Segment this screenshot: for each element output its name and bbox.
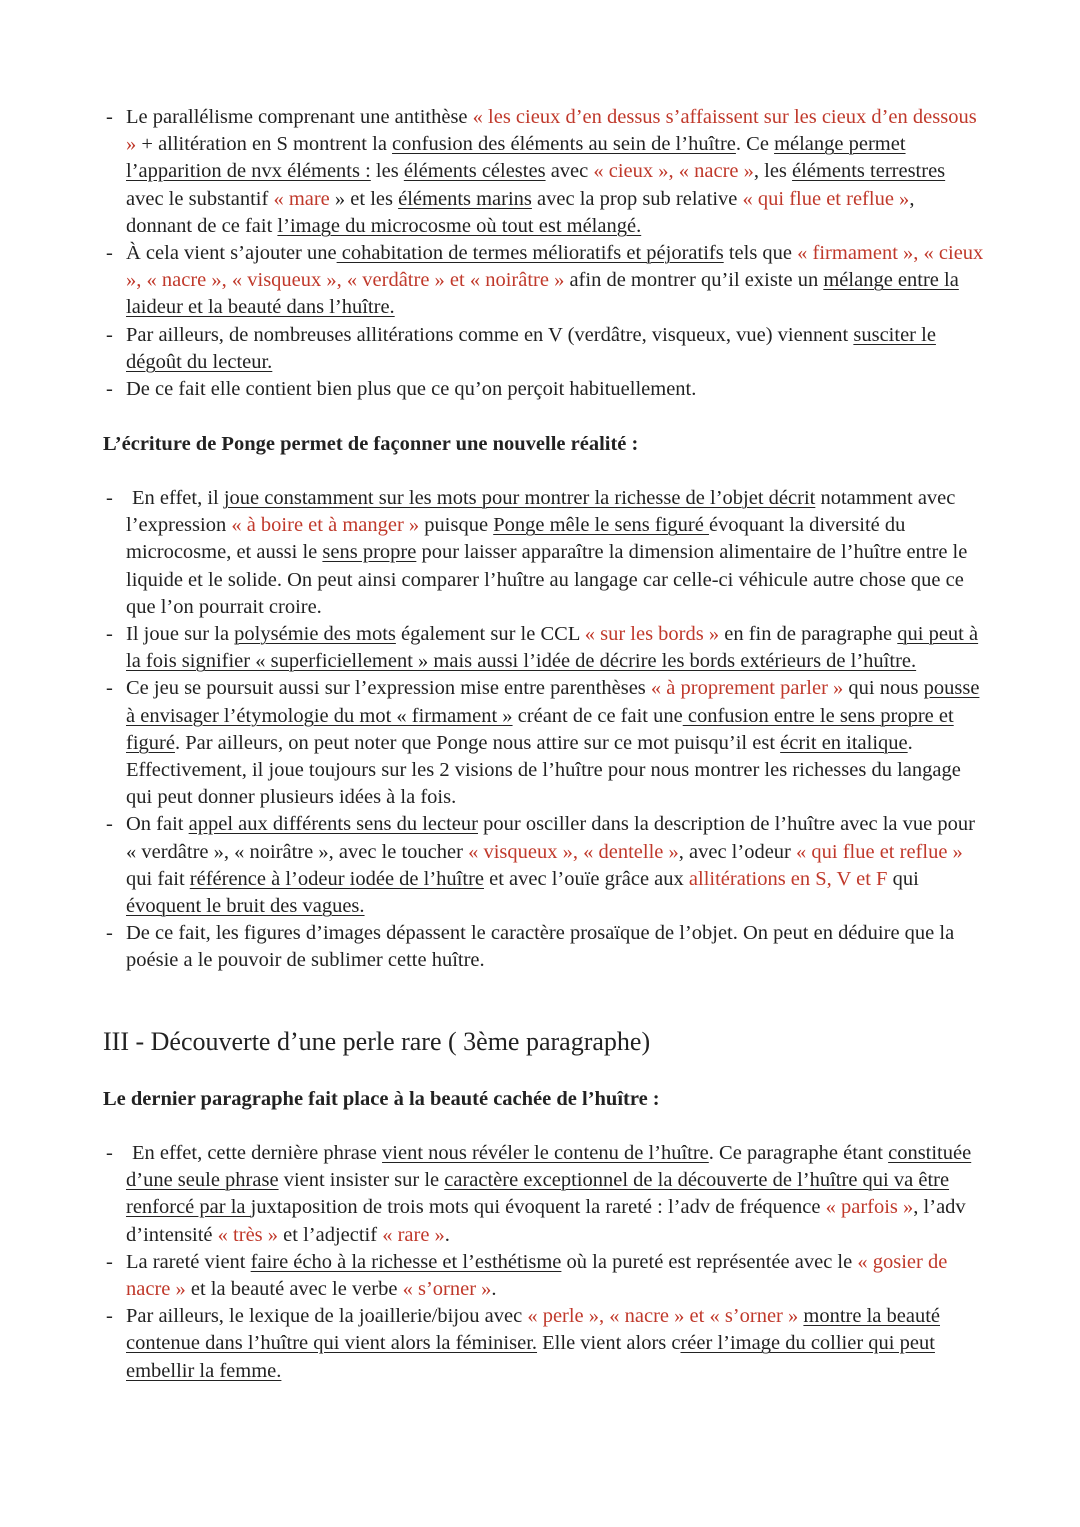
text-run: également sur le — [395, 623, 541, 646]
text-run: évoquent le bruit des vagues. — [126, 895, 365, 918]
bullet-item — [0, 1249, 1080, 1303]
text-run: l’adv d’intensité — [126, 1196, 966, 1246]
text-run: mélange entre la laideur et la beauté dans l’huître. — [126, 269, 959, 319]
text-run: . Ce — [735, 133, 775, 156]
text-run: substantif — [188, 187, 269, 210]
text-run: l’adjectif — [303, 1223, 378, 1246]
text-run: mélange permet l’apparition de nvx éléments : — [126, 133, 906, 183]
text-run: . — [491, 1278, 497, 1301]
text-run: qui nous — [843, 677, 924, 700]
bullet-item — [0, 240, 1080, 322]
text-run: l’ouïe — [551, 867, 600, 890]
text-run: . Effectivement, il joue toujours sur les 2 visions de l’huître pour nous montrer les richesses du langage qui peut donner plusieurs idées à la fois. — [126, 731, 961, 809]
text-run: l’expression — [126, 514, 227, 537]
text-run: vient insister sur le — [278, 1169, 445, 1192]
text-run: « sur les bords » — [584, 623, 720, 646]
text-run: + — [136, 133, 159, 156]
text-run: juxtaposition de trois mots qui évoquent la rareté : — [250, 1196, 668, 1219]
text-run: confusion des éléments au sein de l’huître — [392, 133, 736, 156]
text-run: « visqueux », « dentelle » — [468, 840, 679, 863]
text-run: « qui flue et reflue » — [742, 187, 910, 210]
text-run: « les cieux d’en dessus s’affaissent sur les cieux d’en dessous » — [126, 106, 977, 156]
text-run: allitération en S — [158, 133, 288, 156]
text-run: qui peut à la fois signifier « superficiellement » mais aussi l’idée de décrire les bords extérieurs de l’huître. — [126, 623, 979, 673]
text-run: « à boire et à manger » — [231, 514, 420, 537]
text-run: . Ce paragraphe étant — [708, 1142, 889, 1164]
text-run: De ce fait elle contient bien plus que ce qu’on perçoit habituellement. — [126, 378, 697, 401]
text-run: « cieux », « nacre » — [593, 160, 754, 183]
text-run: verbe — [351, 1278, 398, 1301]
text-run: Ce jeu se poursuit aussi sur l’expression mise entre parenthèses — [126, 677, 651, 700]
bullet-item — [0, 621, 1080, 675]
text-run: éléments célestes — [403, 160, 546, 183]
text-run: « s’orner » — [402, 1278, 492, 1301]
text-run: notamment avec — [815, 487, 956, 509]
text-run: qui — [887, 867, 919, 890]
text-run: « très » — [217, 1223, 279, 1246]
text-run: polysémie des mots — [234, 623, 396, 646]
text-run: constituée d’une seule phrase — [126, 1142, 972, 1192]
text-run: Par ailleurs, de nombreuses — [126, 323, 357, 346]
text-run: (verdâtre, visqueux, vue) viennent — [562, 323, 854, 346]
bullet-item — [0, 1303, 1080, 1385]
text-run: « parfois » — [825, 1196, 914, 1219]
text-run: « rare » — [382, 1223, 445, 1246]
text-run: référence à l’odeur iodée de l’huître — [189, 867, 484, 890]
bullet-item — [0, 376, 1080, 403]
text-run: montre la beauté contenue dans l’huître qui vient alors la féminiser. — [126, 1305, 940, 1355]
text-run: puisque — [419, 514, 494, 537]
text-run: faire écho à la richesse et l’esthétisme — [250, 1250, 562, 1273]
text-run: « gosier de nacre » — [126, 1250, 948, 1301]
text-run: où la pureté est représentée avec le — [561, 1250, 858, 1273]
text-run: « à proprement parler » — [650, 677, 844, 700]
text-run: les — [370, 160, 404, 183]
text-run: En effet, il — [132, 487, 224, 509]
text-run: , — [913, 1196, 924, 1219]
text-run: cohabitation de termes mélioratifs et péjoratifs — [336, 242, 724, 265]
text-run: allitérations comme en V — [356, 323, 563, 346]
text-run: montrent la — [287, 133, 393, 156]
text-run: susciter le dégoût du lecteur. — [126, 323, 936, 373]
text-run: l’image du microcosme où tout est mélangé. — [277, 214, 642, 237]
text-run: afin de montrer qu’il existe un — [564, 269, 824, 292]
bullet-list — [0, 104, 1080, 403]
bullet-list — [0, 485, 1080, 975]
text-run: vient nous révéler le contenu de l’huître — [382, 1142, 709, 1164]
bullets-section-2-end — [0, 104, 1080, 403]
text-run: prop sub relative — [599, 187, 738, 210]
bullet-item — [0, 675, 1080, 811]
bullet-item — [0, 811, 1080, 920]
bullet-item — [0, 322, 1080, 376]
text-run: Il joue sur la — [126, 623, 235, 646]
text-run: appel aux différents sens du lecteur — [188, 813, 478, 836]
text-run: » et les — [329, 187, 399, 210]
text-run: , donnant de ce fait — [126, 187, 915, 237]
text-run: grâce aux — [599, 867, 689, 890]
text-run: avec la — [531, 187, 600, 210]
text-run: En effet, cette dernière phrase — [132, 1142, 383, 1164]
text-run: « qui flue et reflue » — [796, 840, 963, 863]
text-run: pour laisser apparaître la dimension alimentaire de l’huître entre le liquide et le solide. On peut ainsi comparer l’huître au langage car celle-ci véhicule autre chose que ce que l’on pourrait croire. — [126, 541, 968, 618]
text-run: l’adv de fréquence — [667, 1196, 821, 1219]
bullet-item — [0, 104, 1080, 240]
text-run: . — [444, 1223, 450, 1246]
text-run: évoquant la diversité du microcosme, et aussi le — [126, 514, 906, 564]
bullet-item — [0, 1140, 1080, 1249]
subheading-dernier-paragraphe: Le dernier paragraphe fait place à la beauté cachée de l’huître : — [103, 1088, 660, 1110]
text-run: « perle », « nacre » et « s’orner » — [527, 1305, 799, 1328]
text-run: écrit en italique — [780, 731, 908, 754]
text-run: La rareté vient — [126, 1250, 251, 1273]
text-run: et avec — [484, 867, 552, 890]
text-run: et la beauté avec le — [185, 1278, 352, 1301]
section-title-III: III - Découverte d’une perle rare ( 3ème paragraphe) — [103, 1027, 651, 1056]
text-run: pour osciller dans la description de l’huître avec la vue pour « verdâtre », « noirâtre », avec le — [126, 813, 975, 863]
text-run: « mare — [273, 187, 330, 210]
text-run: caractère exceptionnel de la découverte de l’huître qui va être renforcé par la — [126, 1169, 950, 1219]
text-run: éléments terrestres — [792, 160, 946, 183]
text-run: Le — [126, 106, 153, 128]
text-run: et — [278, 1223, 304, 1246]
text-run: joue constamment sur les mots pour montrer la richesse de l’objet décrit — [223, 487, 816, 509]
text-run: CCL — [540, 623, 580, 646]
subheading-ecriture-ponge: L’écriture de Ponge permet de façonner une nouvelle réalité : — [103, 433, 639, 455]
text-run: De ce fait, les figures d’images dépassent le caractère prosaïque de l’objet. On peut en déduire que la poésie a le pouvoir de sublimer cette huître. — [126, 922, 955, 972]
text-run: Par ailleurs, le — [126, 1305, 249, 1328]
text-run: . Par ailleurs, on peut noter que Ponge nous attire sur ce mot puisqu’il est — [174, 731, 781, 754]
text-run: éléments marins — [398, 187, 532, 210]
text-run: avec — [545, 160, 594, 183]
text-run: créant de ce fait une — [512, 704, 683, 727]
text-run: parallélisme comprenant une antithèse — [152, 106, 468, 128]
text-run: Ponge mêle le sens figuré — [493, 514, 709, 537]
bullets-dernier-paragraphe — [0, 1140, 1080, 1385]
text-run: avec le — [126, 187, 189, 210]
text-run: , les — [753, 160, 793, 183]
text-run: Elle vient alors c — [537, 1332, 681, 1355]
text-run: À cela vient s’ajouter une — [126, 242, 337, 265]
text-run: On fait — [126, 813, 189, 836]
text-run: lexique de la joaillerie/bijou — [248, 1305, 480, 1328]
text-run: pousse à envisager l’étymologie du mot « firmament » — [126, 677, 980, 727]
text-run: , avec l’ — [678, 840, 745, 863]
text-run: réer l’image du collier qui peut embellir la femme. — [126, 1332, 935, 1382]
bullets-ecriture-ponge — [0, 485, 1080, 975]
text-run: odeur — [744, 840, 791, 863]
bullet-list — [0, 1140, 1080, 1385]
text-run: en fin de paragraphe — [719, 623, 898, 646]
text-run: toucher — [401, 840, 463, 863]
bullet-item — [0, 920, 1080, 974]
text-run: sens propre — [322, 541, 417, 564]
text-run: avec — [479, 1305, 528, 1328]
text-run: tels que — [723, 242, 798, 265]
text-run: qui fait — [126, 867, 190, 890]
text-run: « firmament », « cieux », « nacre », « visqueux », « verdâtre » et « noirâtre » — [126, 242, 984, 292]
text-run: allitérations en S, V et F — [688, 867, 888, 890]
bullet-item — [0, 485, 1080, 621]
text-run: confusion entre le sens propre et figuré — [126, 704, 954, 754]
